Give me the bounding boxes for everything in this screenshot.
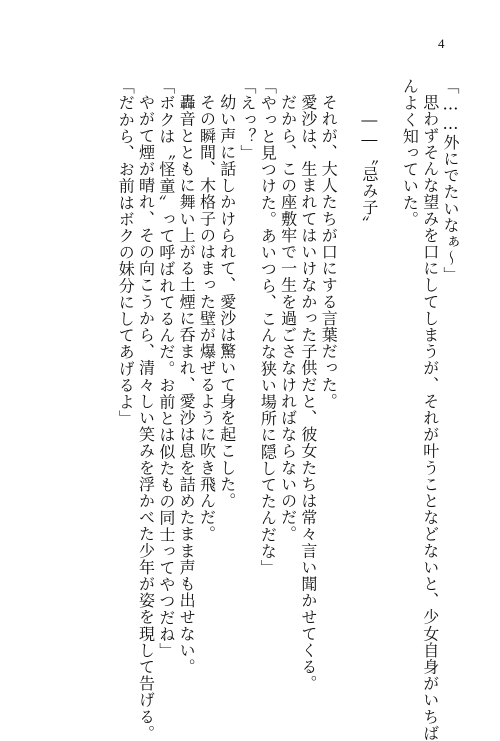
text-line-9: だから、この座敷牢で一生を過ごさなければならないのだ。 xyxy=(278,94,298,543)
text-line-3: んよく知っていた。 xyxy=(400,78,420,228)
text-line-13: その瞬間、木格子のはまった壁が爆ぜるように吹き飛んだ。 xyxy=(197,94,217,543)
text-line-7: それが、大人たちが口にする言葉だった。 xyxy=(319,94,339,410)
page-number: 4 xyxy=(438,36,445,51)
text-line-12: 幼い声に話しかけられて、愛沙は驚いて身を起こした。 xyxy=(217,94,237,509)
text-line-1: 「……外にでたいなぁ～」 xyxy=(441,78,460,284)
text-line-10: 「やっと見つけた。あいつら、こんな狭い場所に隠してたんだな」 xyxy=(258,78,278,576)
text-line-11: 「えっ？」 xyxy=(238,78,258,161)
text-line-5: ――〝忌み子〟 xyxy=(359,110,379,233)
text-line-2: 思わずそんな望みを口にしてしまうが、それが叶うことなどないと、少女自身がいちば xyxy=(420,94,440,741)
text-line-8: 愛沙は、生まれてはいけなかった子供だと、彼女たちは常々言い聞かせてくる。 xyxy=(298,94,318,692)
text-line-15: 「ボクは〝怪童〟って呼ばれてるんだ。お前とは似たもの同士ってやつだね」 xyxy=(156,78,176,659)
vertical-text-body xyxy=(115,78,460,741)
text-line-16: やがて煙が晴れ、その向こうから、清々しい笑みを浮かべた少年が姿を現して告げる。 xyxy=(136,94,156,741)
blank-line xyxy=(338,78,358,678)
text-line-14: 轟音とともに舞い上がる土煙に呑まれ、愛沙は息を詰めたまま声も出せない。 xyxy=(177,94,197,675)
text-line-17: 「だから、お前はボクの妹分にしてあげるよ」 xyxy=(116,78,136,427)
blank-line xyxy=(379,78,399,678)
